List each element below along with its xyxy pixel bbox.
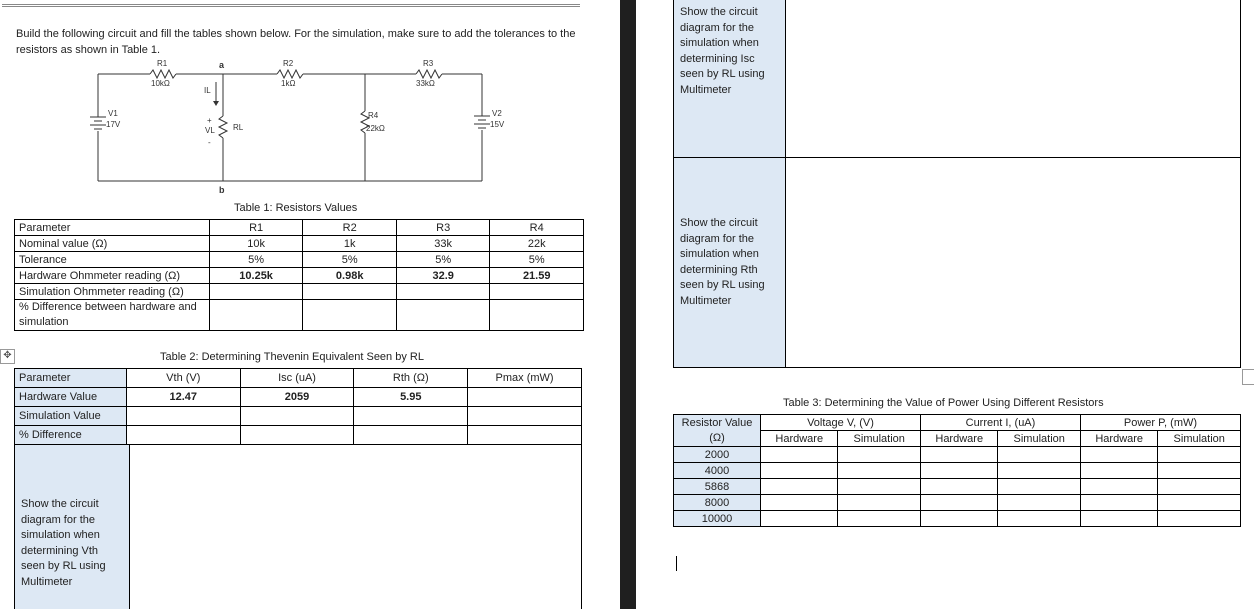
table1-caption: Table 1: Resistors Values [234,202,358,214]
page-gap [620,0,636,609]
rth-diagram-area[interactable] [786,158,1241,368]
table-row: 2000 [674,447,1241,463]
il-label: IL [204,86,211,95]
node-a-label: a [219,60,225,70]
table-row: Resistor Value (Ω) Voltage V, (V) Current I, (uA) Power P, (mW) [674,415,1241,431]
table-row: Nominal value (Ω) 10k 1k 33k 22k [15,236,584,252]
table2-thevenin [14,368,582,445]
table-row: Parameter Vth (V) Isc (uA) Rth (Ω) Pmax (mW) [15,369,582,388]
table-row: Tolerance 5% 5% 5% 5% [15,252,584,268]
table-row: 10000 [674,511,1241,527]
r3-name: R3 [423,59,434,68]
r2-name: R2 [283,59,294,68]
table2-caption: Table 2: Determining Thevenin Equivalent Seen by RL [160,351,424,363]
v2-value: 15V [490,120,505,129]
instructions-text: Build the following circuit and fill the tables shown below. For the simulation, make sure to add the tolerances to the resistors as shown in Table 1. [16,28,576,56]
vth-box-label: Show the circuit diagram for the simulation when determining Vth seen by RL using Multimeter [15,445,130,609]
table-row: % Difference between hardware and simulation [15,300,584,331]
vth-circuit-box [14,444,582,609]
minus-sign: - [208,138,211,147]
v1-value: 17V [106,120,121,129]
table-row: 5868 [674,479,1241,495]
table1-resistors [14,219,584,331]
plus-sign: + [207,116,212,125]
move-icon[interactable]: ✥ [0,349,15,364]
isc-diagram-area[interactable] [786,0,1241,158]
rth-box-label: Show the circuit diagram for the simulation when determining Rth seen by RL using Multimeter [674,158,786,368]
table3-power [673,414,1241,527]
table-row: 8000 [674,495,1241,511]
v1-name: V1 [108,109,118,118]
r3-value: 33kΩ [416,79,435,88]
table-row: Simulation Ohmmeter reading (Ω) [15,284,584,300]
text-cursor [676,556,677,571]
r1-value: 10kΩ [151,79,170,88]
v2-name: V2 [492,109,502,118]
rl-label: RL [233,123,244,132]
isc-rth-circuit-boxes [673,0,1241,368]
node-b-label: b [219,185,225,195]
table-row: Hardware Value 12.47 2059 5.95 [15,388,582,407]
table-row: Simulation Value [15,407,582,426]
table3-caption: Table 3: Determining the Value of Power Using Different Resistors [783,397,1104,409]
page-corner-mark [1242,369,1254,385]
r4-value: 22kΩ [366,124,385,133]
table-row: Hardware Ohmmeter reading (Ω) 10.25k 0.98k 32.9 21.59 [15,268,584,284]
table-row: Parameter R1 R2 R3 R4 [15,220,584,236]
isc-box-label: Show the circuit diagram for the simulation when determining Isc seen by RL using Multimeter [674,0,786,158]
left-page [0,0,620,609]
table-row: 4000 [674,463,1241,479]
table-row: % Difference [15,426,582,445]
r2-value: 1kΩ [281,79,296,88]
vl-label: VL [205,126,215,135]
vth-diagram-area[interactable] [130,445,582,609]
r4-name: R4 [368,111,379,120]
table-row: Hardware Simulation Hardware Simulation Hardware Simulation [674,431,1241,447]
circuit-diagram [0,0,620,200]
r1-name: R1 [157,59,168,68]
